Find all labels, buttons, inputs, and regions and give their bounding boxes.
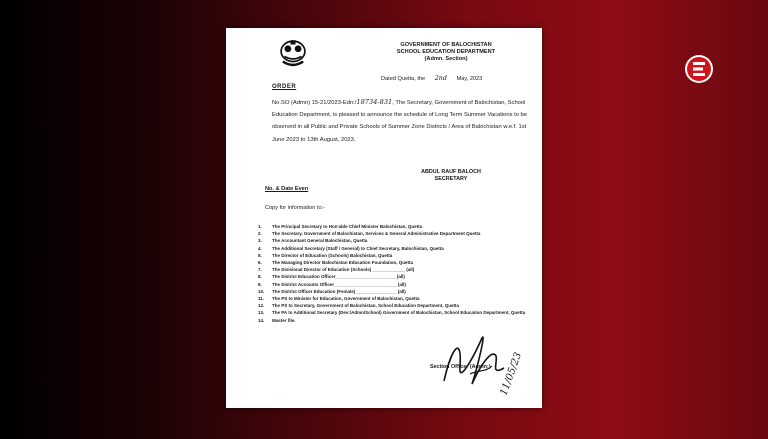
signatory-block <box>406 169 496 183</box>
recipient-number: 12. <box>258 303 265 309</box>
recipient-item <box>258 318 528 324</box>
recipients-list <box>258 224 528 325</box>
recipient-item <box>258 231 528 237</box>
recipient-item <box>258 282 528 288</box>
recipient-text: The Divisional Director of Education (Schools) _____________ (all) <box>272 267 415 273</box>
recipient-text: The PS to Minister for Education, Government of Balochistan, Quetta <box>272 296 420 302</box>
recipient-text: The Additional Secretary (Staff / General) to Chief Secretary, Balochistan, Quetta <box>272 245 444 251</box>
recipient-item <box>258 253 528 259</box>
recipient-number: 11. <box>258 296 265 302</box>
recipient-number: 13. <box>258 310 265 316</box>
recipient-number: 14. <box>258 317 265 323</box>
recipient-number: 3. <box>258 238 262 244</box>
recipient-number: 8. <box>258 274 262 280</box>
recipient-number: 4. <box>258 245 262 251</box>
recipient-item <box>258 310 528 316</box>
balochistan-emblem-icon <box>276 36 310 70</box>
order-title: ORDER <box>272 84 297 90</box>
header-line-government: GOVERNMENT OF BALOCHISTAN <box>400 42 492 48</box>
recipient-text: The PS to Secretary, Government of Balochistan, School Education Department, Quetta <box>272 303 459 309</box>
recipient-text: The District Officer Education (Female) ________________ (all) <box>272 288 406 294</box>
order-ref-handwritten: 18734-831 <box>356 98 393 106</box>
recipient-item <box>258 260 528 266</box>
signatory-name: ABDUL RAUF BALOCH <box>421 169 481 175</box>
copy-for-information: Copy for information to:- <box>265 205 326 211</box>
recipient-item <box>258 238 528 244</box>
recipient-number: 6. <box>258 260 262 266</box>
recipient-number: 7. <box>258 267 262 273</box>
recipient-text: The Principal Secretary to Hon'able Chief Minister Balochistan, Quetta <box>272 224 423 229</box>
dated-suffix: May, 2023 <box>456 76 483 82</box>
order-paragraph <box>272 96 534 146</box>
recipient-number: 9. <box>258 281 262 287</box>
section-officer-label: Section Officer (Admn:) <box>430 364 491 370</box>
recipient-item <box>258 303 528 309</box>
recipient-text: The PA to Additional Secretary (Dev:/Admn/School) Government of Balochistan, School Education Department, Quetta <box>272 310 526 316</box>
recipient-item <box>258 289 528 295</box>
order-ref-prefix: No.SO (Admn) 15-21/2023-Edn:/ <box>272 100 357 106</box>
recipient-text: The District Accounts Officer_________________________ (all) <box>272 281 406 287</box>
recipient-text: The Accountant General Balochistan, Quetta <box>272 238 368 244</box>
recipient-number: 1. <box>258 224 262 229</box>
recipient-text: The Secretary, Government of Balochistan, Services & General Administrative Department Quetta <box>272 231 481 237</box>
recipient-item <box>258 246 528 252</box>
document-header <box>346 42 542 64</box>
recipient-item <box>258 224 528 230</box>
document-page <box>226 28 542 408</box>
dated-line <box>381 74 482 82</box>
signatory-title: SECRETARY <box>434 176 468 182</box>
recipient-number: 2. <box>258 231 262 237</box>
recipient-text: The District Education Officer________________________ (all) <box>272 274 405 280</box>
channel-logo-icon <box>684 54 714 84</box>
recipient-item <box>258 296 528 302</box>
recipient-number: 5. <box>258 252 262 258</box>
signature-date-handwritten: 11/05/23 <box>498 351 525 398</box>
dated-prefix: Dated Quetta, the <box>381 76 426 82</box>
recipient-number: 10. <box>258 288 265 294</box>
recipient-item <box>258 274 528 280</box>
recipient-item <box>258 267 528 273</box>
no-date-even: No. & Date Even <box>265 186 309 192</box>
dated-day-handwritten: 2nd <box>434 74 448 82</box>
recipient-text: The Director of Education (Schools) Balochistan, Quetta <box>272 252 393 258</box>
header-line-section: (Admn. Section) <box>424 56 468 63</box>
recipient-text: Master file. <box>272 317 296 323</box>
header-line-department: SCHOOL EDUCATION DEPARTMENT <box>396 49 496 56</box>
order-body-text: , The Secretary, Government of Balochistan, School Education Department, is pleased to announce the schedule of Long Term Summer Vacations to be observed in all Public and Private Schools of Summer Zone Districts / Area of Balochistan w.e.f. 1st June 2023 to 13th August, 2023. <box>272 100 528 143</box>
recipient-text: The Managing Director Balochistan Education Foundation, Quetta <box>272 260 414 266</box>
